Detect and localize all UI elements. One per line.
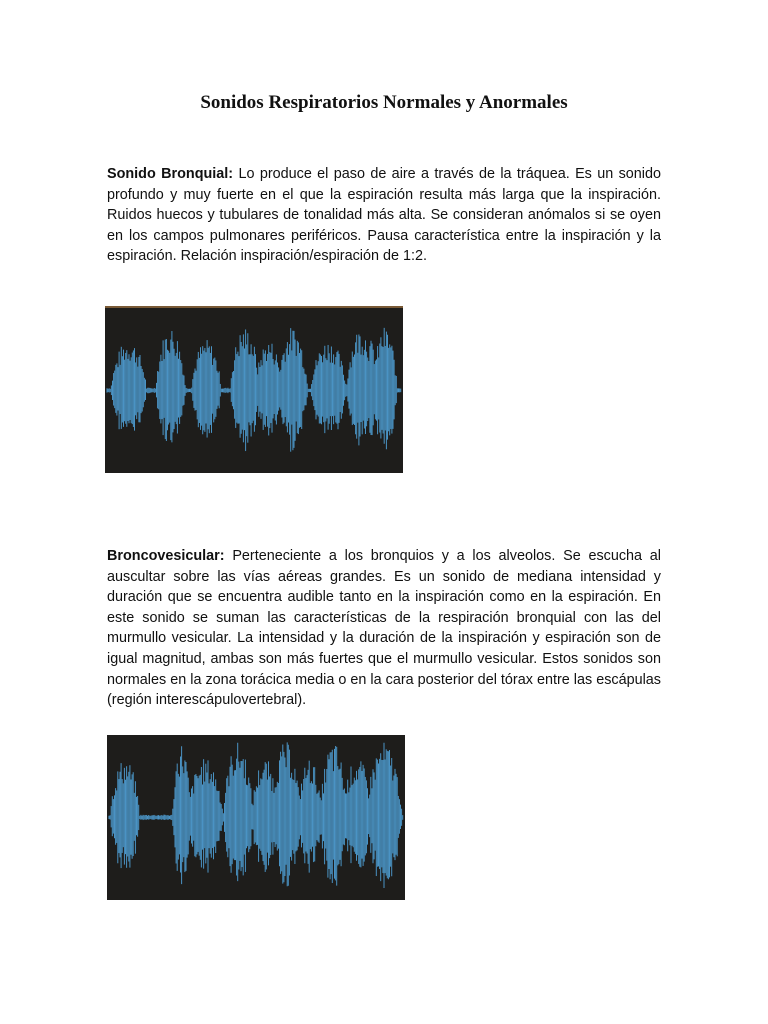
section-term: Broncovesicular: (107, 548, 225, 564)
waveform-graphic (105, 308, 403, 473)
page-title: Sonidos Respiratorios Normales y Anormales (200, 92, 568, 113)
waveform-image-bronquial (105, 306, 403, 473)
section-bronquial (107, 164, 661, 267)
waveform-graphic (107, 735, 405, 900)
waveform-trace (107, 328, 401, 452)
waveform-image-broncovesicular (107, 735, 405, 900)
section-term: Sonido Bronquial: (107, 166, 234, 182)
section-text: Lo produce el paso de aire a través de la tráquea. Es un sonido profundo y muy fuerte en el que la espiración resulta más larga que la inspiración. Ruidos huecos y tubulares de tonalidad más alta. Se consideran anómalos si se oyen en los campos pulmonares periféricos. Pausa característica entre la inspiración y la espiración. Relación inspiración/espiración de 1:2. (107, 166, 662, 265)
section-broncovesicular (107, 546, 661, 711)
section-text: Perteneciente a los bronquios y a los alveolos. Se escucha al auscultar sobre las vías aéreas grandes. Es un sonido de mediana intensidad y duración que se encuentra audible tanto en la inspiración como en la espiración. En este sonido se suman las características de la respiración bronquial con las del murmullo vesicular. La intensidad y la duración de la inspiración y espiración son de igual magnitud, ambas son más fuertes que el murmullo vesicular. Estos sonidos son normales en la zona torácica media o en la cara posterior del tórax entre las escápulas (región interescápulovertebral). (107, 548, 661, 709)
waveform-trace (109, 742, 403, 888)
